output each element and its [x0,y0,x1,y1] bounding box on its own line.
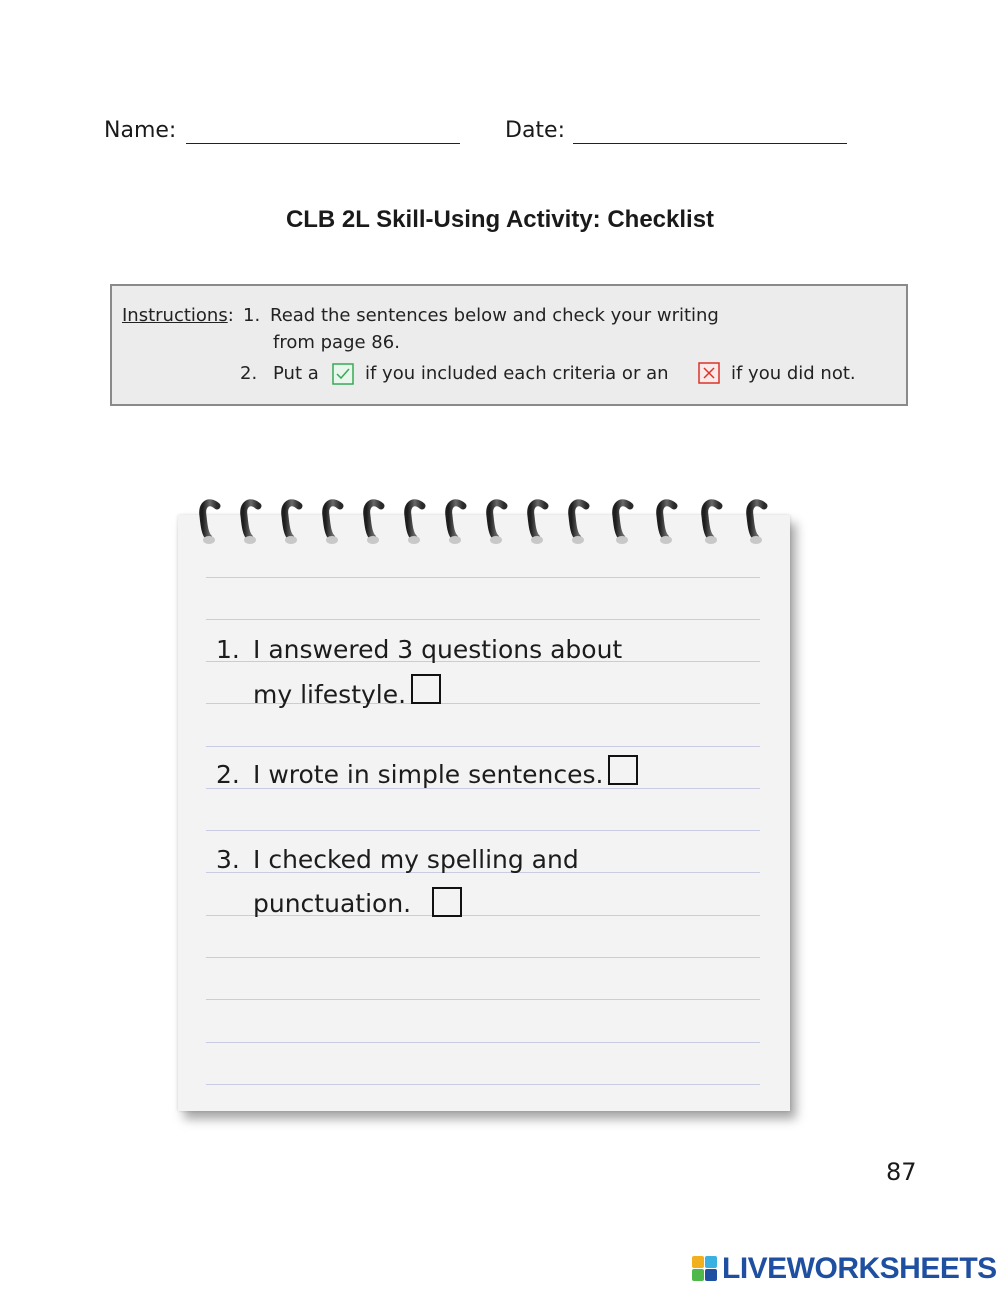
ruled-line [206,1042,760,1043]
date-field[interactable] [573,143,847,144]
liveworksheets-logo-icon [692,1256,718,1282]
spiral-ring-icon [326,503,340,544]
ruled-line [206,746,760,747]
ruled-line [206,1084,760,1085]
item2-text-line1: I wrote in simple sentences. [253,760,604,789]
page-title: CLB 2L Skill-Using Activity: Checklist [285,206,715,233]
step1-number: 1. [243,305,261,326]
item3-text-line1: I checked my spelling and [253,845,579,874]
ruled-line [206,619,760,620]
cross-icon [698,362,720,384]
step1-text-line1: Read the sentences below and check your writing [270,305,719,326]
step2-number: 2. [240,363,258,384]
item3-checkbox[interactable] [432,887,462,917]
name-field[interactable] [186,143,460,144]
spiral-ring-icon [449,503,463,544]
spiral-ring-icon [572,503,586,544]
instructions-label: Instructions [122,305,228,326]
instructions-heading [122,305,234,326]
step1-text-line2: from page 86. [273,332,400,353]
ruled-line [206,577,760,578]
spiral-ring-icon [285,503,299,544]
liveworksheets-logo[interactable] [692,1252,997,1286]
item1-text-line2: my lifestyle. [253,680,407,709]
item1-checkbox[interactable] [411,674,441,704]
check-icon [332,363,354,385]
ruled-line [206,999,760,1000]
spiral-ring-icon [367,503,381,544]
item1-number: 1. [216,635,240,664]
instructions-box [110,284,908,406]
spiral-ring-icon [408,503,422,544]
item3-number: 3. [216,845,240,874]
spiral-ring-icon [660,503,674,544]
spiral-ring-icon [490,503,504,544]
brand-name: LIVEWORKSHEETS [722,1252,997,1285]
spiral-ring-icon [203,503,217,544]
step2-text-part2: if you included each criteria or an [365,363,669,384]
ruled-line [206,957,760,958]
item3-text-line2: punctuation. [253,889,412,918]
step2-text-part3: if you did not. [731,363,856,384]
page-number: 87 [886,1158,917,1186]
item2-checkbox[interactable] [608,755,638,785]
name-label: Name: [104,118,177,143]
spiral-ring-icon [531,503,545,544]
ruled-line [206,830,760,831]
spiral-ring-icon [705,503,719,544]
spiral-ring-icon [244,503,258,544]
spiral-binding [195,494,785,552]
item1-text-line1: I answered 3 questions about [253,635,623,664]
date-label: Date: [505,118,565,143]
spiral-ring-icon [616,503,630,544]
step2-text-part1: Put a [273,363,319,384]
spiral-ring-icon [750,503,764,544]
notepad [178,515,790,1111]
instructions-colon: : [227,305,234,326]
item2-number: 2. [216,760,240,789]
